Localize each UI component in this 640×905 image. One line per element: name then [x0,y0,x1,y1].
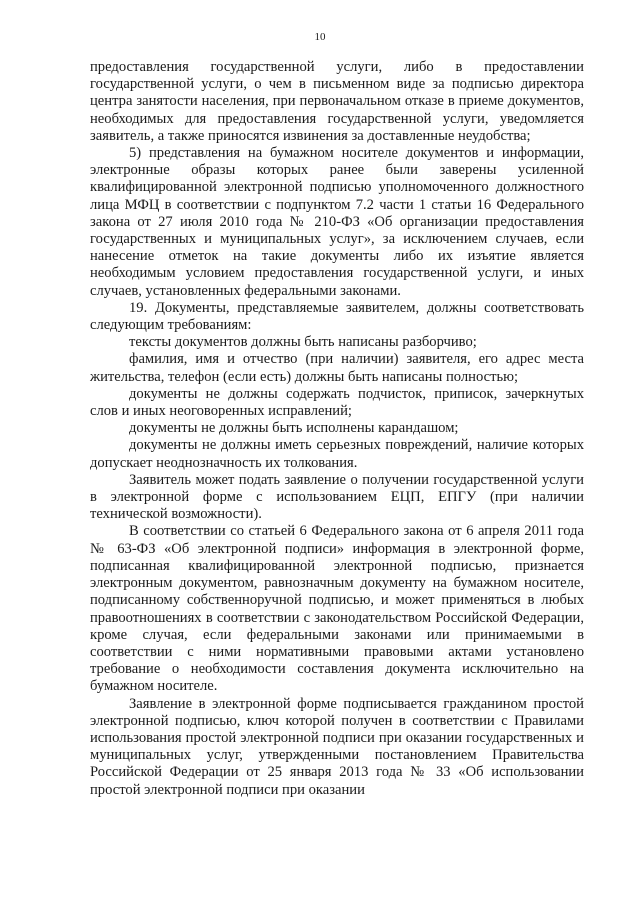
requirement-item: документы не должны содержать подчисток, приписок, зачеркнутых слов и иных неоговоренных исправлений; [90,385,584,420]
paragraph-electronic-signature-law: В соответствии со статьей 6 Федерального закона от 6 апреля 2011 года № 63-ФЗ «Об электронной подписи» информация в электронной форме, подписанная квалифицированной электронной подписью, признается электронным документом, равнозначным документу на бумажном носителе, подписанному собственноручной подписью, и может применяться в любых правоотношениях в соответствии с законодательством Российской Федерации, кроме случая, если федеральными законами или принимаемыми в соответствии с ними нормативными правовыми актами установлено требование о необходимости составления документа исключительно на бумажном носителе. [90,523,584,695]
paragraph-clause-19: 19. Документы, представляемые заявителем, должны соответствовать следующим требованиям: [90,299,584,334]
requirement-item: тексты документов должны быть написаны разборчиво; [129,334,477,351]
document-body [90,59,584,799]
paragraph-electronic-application: Заявитель может подать заявление о получении государственной услуги в электронной форме с использованием ЕЦП, ЕПГУ (при наличии технической возможности). [90,471,584,523]
paragraph-continuation: предоставления государственной услуги, либо в предоставлении государственной услуги, о чем в письменном виде за подписью директора центра занятости населения, при первоначальном отказе в приеме документов, необходимых для предоставления государственной услуги, уведомляется заявитель, а также приносятся извинения за доставленные неудобства; [90,59,584,144]
requirement-item: документы не должны быть исполнены карандашом; [129,420,459,437]
paragraph-simple-signature: Заявление в электронной форме подписывается гражданином простой электронной подписью, ключ которой получен в соответствии с Правилами использования простой электронной подписи при оказании государственных и муниципальных услуг, утвержденными постановлением Правительства Российской Федерации от 25 января 2013 года № 33 «Об использовании простой электронной подписи при оказании [90,695,584,798]
page-number: 10 [314,31,326,43]
paragraph-item-5: 5) представления на бумажном носителе документов и информации, электронные образы которых ранее были заверены усиленной квалифицированной электронной подписью уполномоченного должностного лица МФЦ в соответствии с подпунктом 7.2 части 1 статьи 16 Федерального закона от 27 июля 2010 года № 210-ФЗ «Об организации предоставления государственных и муниципальных услуг», за исключением случаев, если нанесение отметок на такие документы либо их изъятие является необходимым условием предоставления государственной услуги, и иных случаев, установленных федеральными законами. [90,145,584,299]
requirement-item: документы не должны иметь серьезных повреждений, наличие которых допускает неоднозначность их толкования. [90,437,584,471]
requirement-item: фамилия, имя и отчество (при наличии) заявителя, его адрес места жительства, телефон (если есть) должны быть написаны полностью; [90,351,584,385]
